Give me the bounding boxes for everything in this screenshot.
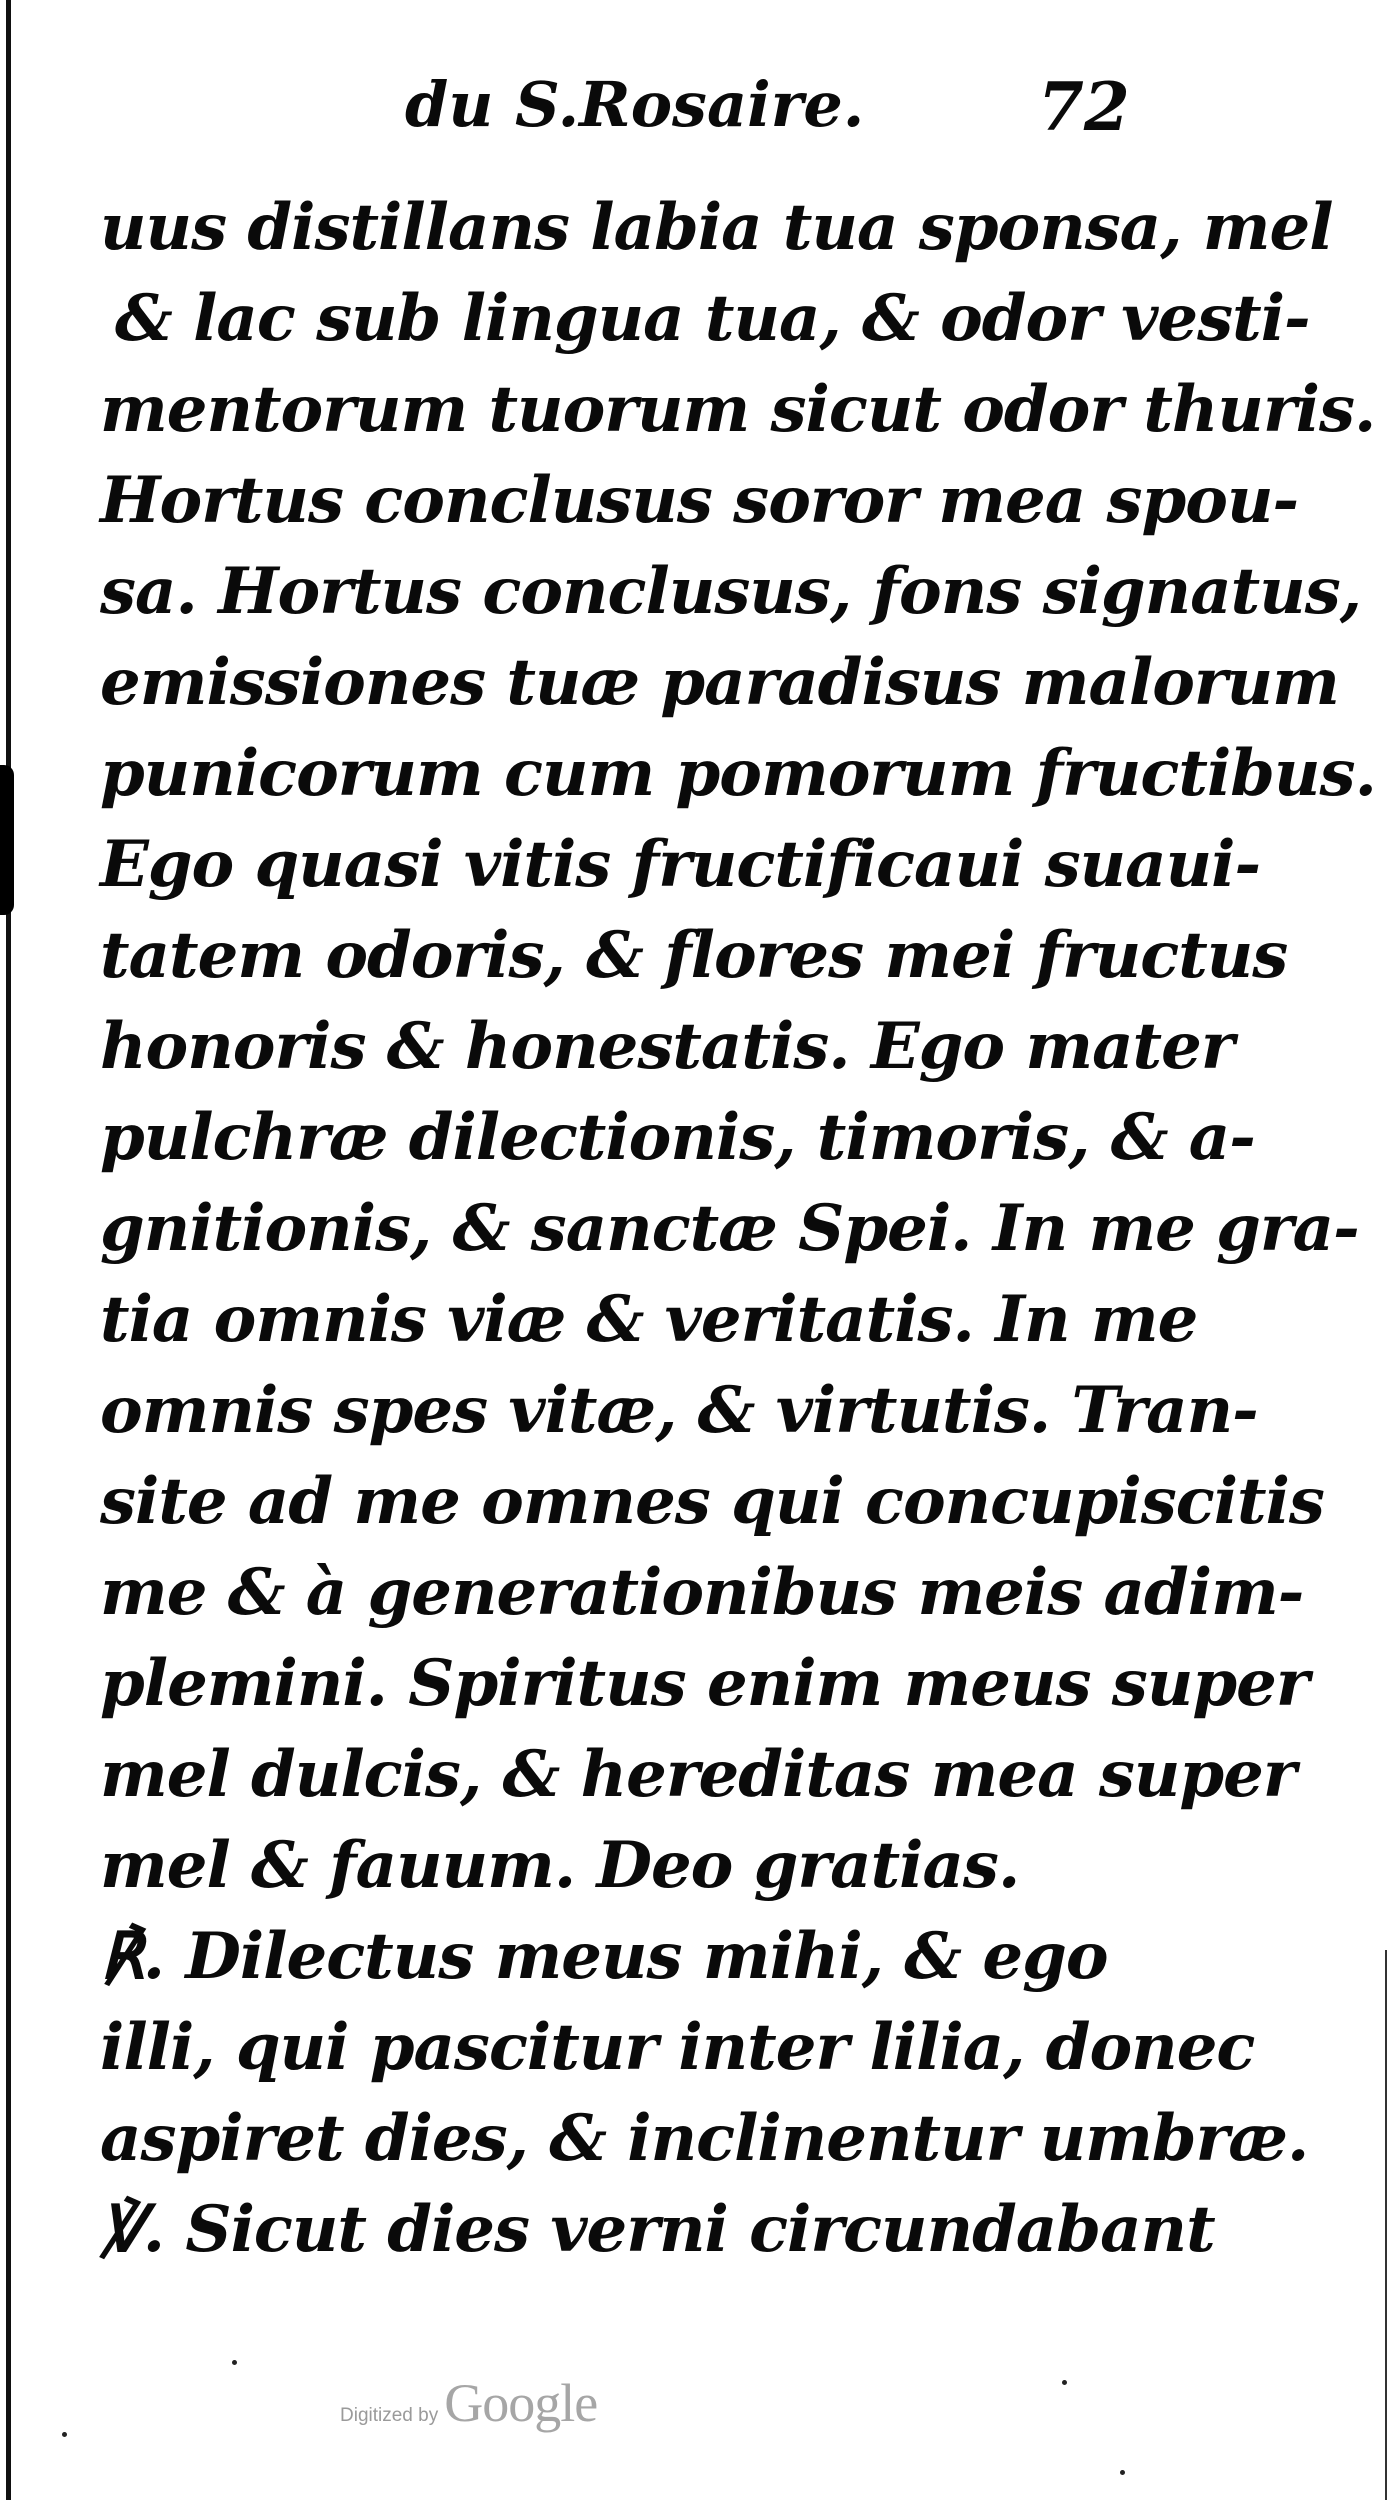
page-edge-line (1385, 1950, 1387, 2500)
page-number: 72 (1038, 68, 1130, 146)
text-line: illi, qui pascitur inter lilia, donec (100, 2010, 1255, 2085)
text-line: honoris & honestatis. Ego mater (100, 1009, 1234, 1084)
text-line: ℟. Dilectus meus mihi, & ego (100, 1919, 1108, 1994)
text-line: pulchræ dilectionis, timoris, & a- (100, 1100, 1255, 1175)
page-body-text (100, 182, 1376, 2275)
text-line: mentorum tuorum sicut odor thuris. (100, 372, 1376, 447)
text-line: omnis spes vitæ, & virtutis. Tran- (100, 1373, 1258, 1448)
running-head: du S.Rosaire. (405, 68, 865, 141)
page-header (0, 68, 1389, 168)
text-line: Hortus conclusus soror mea spou- (100, 463, 1299, 538)
text-line: ℣. Sicut dies verni circundabant (100, 2192, 1215, 2267)
text-line: site ad me omnes qui concupiscitis (100, 1464, 1324, 1539)
ink-speck (1120, 2470, 1125, 2475)
text-line: sa. Hortus conclusus, fons signatus, (100, 554, 1362, 629)
ink-speck (232, 2360, 237, 2365)
text-line: aspiret dies, & inclinentur umbræ. (100, 2101, 1309, 2176)
digitized-by-label: Digitized by (340, 2405, 439, 2426)
text-line: punicorum cum pomorum fructibus. (100, 736, 1376, 811)
text-line: me & à generationibus meis adim- (100, 1555, 1304, 1630)
text-line: emissiones tuæ paradisus malorum (100, 645, 1339, 720)
google-logo: Google (444, 2373, 598, 2433)
text-line: tatem odoris, & flores mei fructus (100, 918, 1288, 993)
text-line: plemini. Spiritus enim meus super (100, 1646, 1309, 1721)
text-line: gnitionis, & sanctæ Spei. In me gra- (100, 1191, 1359, 1266)
text-line: mel & fauum. Deo gratias. (100, 1828, 1020, 1903)
text-line: Ego quasi vitis fructificaui suaui- (100, 827, 1261, 902)
ink-speck (1062, 2380, 1067, 2385)
text-line: tia omnis viæ & veritatis. In me (100, 1282, 1198, 1357)
binding-gutter-line (6, 0, 11, 2500)
text-line: uus distillans labia tua sponsa, mel (100, 190, 1333, 265)
text-line: mel dulcis, & hereditas mea super (100, 1737, 1296, 1812)
digitization-watermark (340, 2372, 597, 2434)
text-line: & lac sub lingua tua, & odor vesti- (115, 281, 1310, 356)
ink-speck (62, 2432, 67, 2437)
binding-ink-blot (0, 765, 14, 915)
